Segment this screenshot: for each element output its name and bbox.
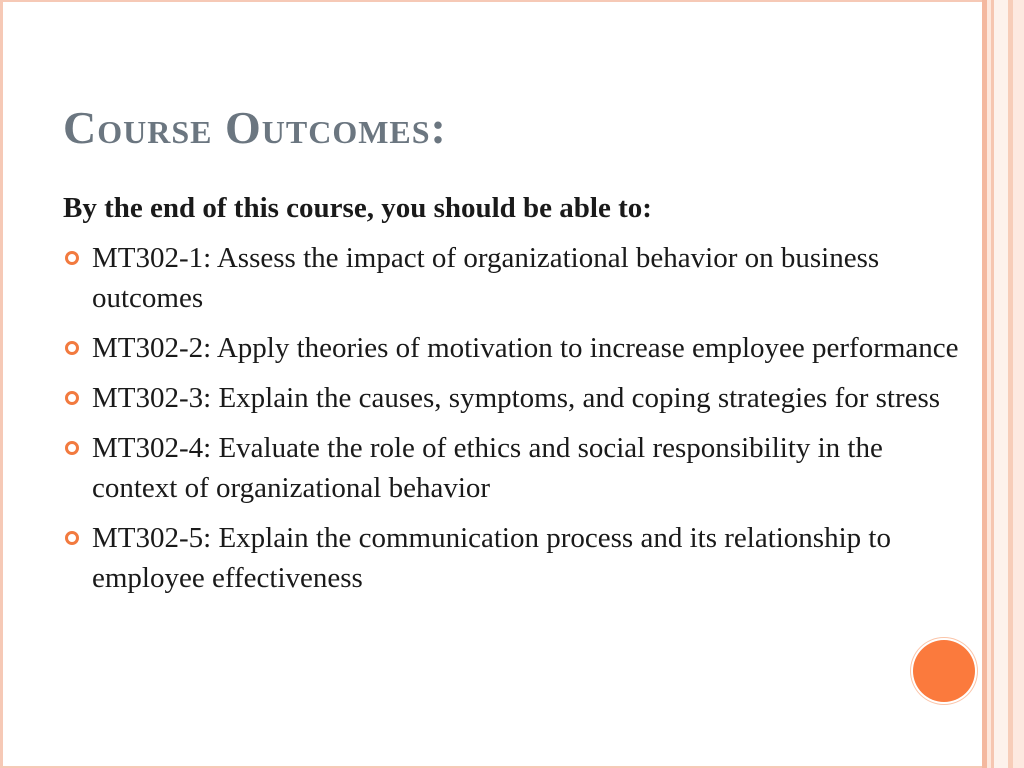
- bullet-icon: [65, 531, 79, 545]
- bullet-icon: [65, 441, 79, 455]
- frame-left-border: [0, 0, 3, 768]
- outcome-text: MT302-5: Explain the communication process and its relationship to employee effectiveness: [92, 522, 891, 594]
- outcome-text: MT302-1: Assess the impact of organizational behavior on business outcomes: [92, 242, 880, 314]
- outcome-item-5: [63, 518, 968, 598]
- bullet-icon: [65, 341, 79, 355]
- outcome-item-1: [63, 238, 968, 318]
- frame-top-border: [0, 0, 982, 2]
- outcome-item-3: [63, 378, 968, 418]
- outcome-item-4: [63, 428, 968, 508]
- bullet-icon: [65, 391, 79, 405]
- outcome-text: MT302-3: Explain the causes, symptoms, and coping strategies for stress: [92, 382, 941, 414]
- decorative-side-stripes: [982, 0, 1024, 768]
- outcome-list: [63, 238, 968, 608]
- slide-title: Course Outcomes:: [63, 102, 447, 153]
- outcome-text: MT302-4: Evaluate the role of ethics and social responsibility in the context of organizational behavior: [92, 432, 883, 504]
- bullet-icon: [65, 251, 79, 265]
- intro-text: By the end of this course, you should be able to:: [63, 192, 652, 224]
- outcome-text: MT302-2: Apply theories of motivation to increase employee performance: [92, 332, 959, 364]
- outcome-item-2: [63, 328, 968, 368]
- decorative-circle-icon: [913, 640, 975, 702]
